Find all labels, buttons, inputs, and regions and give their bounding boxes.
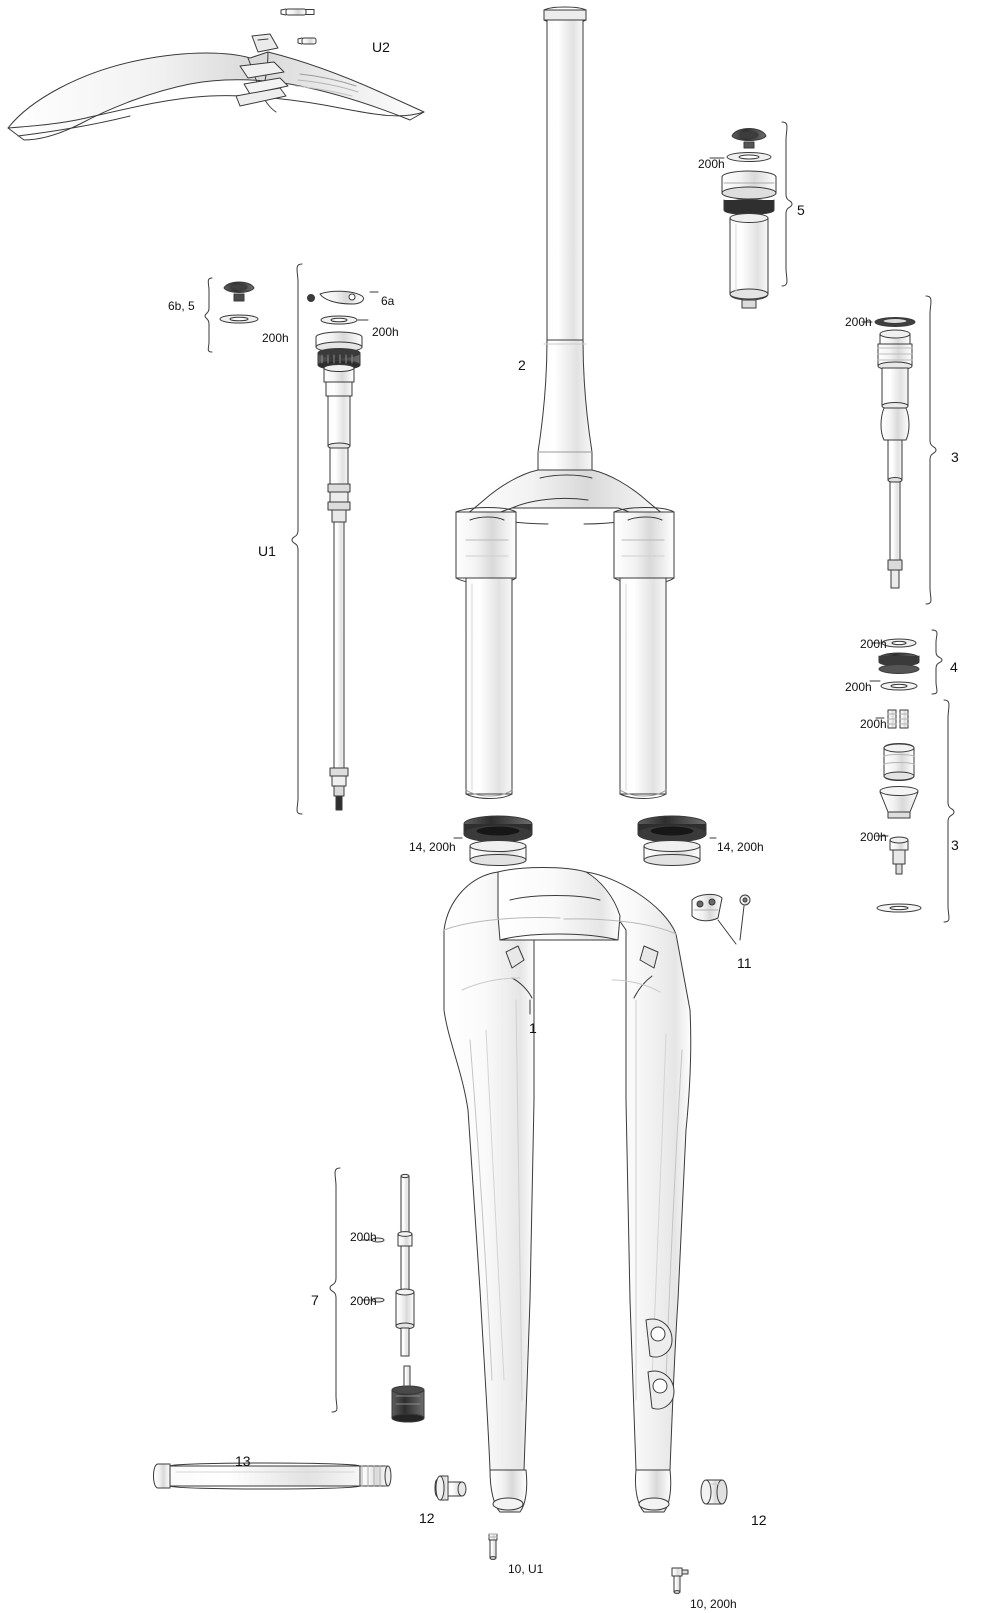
group-12-axle-caps xyxy=(435,1476,727,1504)
part-label-grp-7: 7 xyxy=(311,1292,319,1308)
part-label-fender-5: 200h xyxy=(698,157,725,171)
group-3-damper-upper xyxy=(862,296,936,604)
part-label-grp-11: 11 xyxy=(737,955,752,971)
group-1-lower-legs xyxy=(444,868,691,1513)
part-label-grp-3b2: 200h xyxy=(860,830,887,844)
group-u1-left-assembly xyxy=(205,264,378,814)
part-label-grp-4a: 200h xyxy=(860,637,887,651)
part-label-grp-200h-l: 200h xyxy=(262,331,289,345)
part-label-grp-6b5: 6b, 5 xyxy=(168,299,195,313)
part-label-grp-u1: U1 xyxy=(258,543,276,559)
part-label-grp-3b: 3 xyxy=(951,837,959,853)
group-13-thru-axle xyxy=(154,1463,392,1489)
part-label-grp-5: 5 xyxy=(797,202,805,218)
part-label-seal-l: 14, 200h xyxy=(409,840,456,854)
part-label-u2: U2 xyxy=(372,39,390,55)
part-label-grp-7b: 200h xyxy=(350,1294,377,1308)
part-label-grp-4b: 200h xyxy=(845,680,872,694)
crown-steerer-tube xyxy=(456,7,674,799)
part-label-grp-2: 2 xyxy=(518,357,526,373)
part-label-grp-13: 13 xyxy=(235,1453,251,1469)
part-label-grp-7a: 200h xyxy=(350,1230,377,1244)
part-label-grp-10u1: 10, U1 xyxy=(508,1562,544,1576)
part-label-grp-12l: 12 xyxy=(419,1510,435,1526)
part-label-grp-10h: 10, 200h xyxy=(690,1597,737,1611)
group-14-dust-seals xyxy=(454,816,716,866)
part-label-grp-4: 4 xyxy=(950,659,958,675)
part-label-seal-r: 14, 200h xyxy=(717,840,764,854)
part-label-grp-3top: 200h xyxy=(845,315,872,329)
fender-assembly xyxy=(8,9,424,140)
group-3-damper-lower xyxy=(876,700,954,922)
group-11-cable-guide xyxy=(692,894,750,944)
part-label-grp-12r: 12 xyxy=(751,1512,767,1528)
group-5-air-spring xyxy=(710,122,792,308)
part-label-grp-200h-r: 200h xyxy=(372,325,399,339)
part-label-grp-6a: 6a xyxy=(381,294,395,308)
part-label-grp-3b1: 200h xyxy=(860,717,887,731)
part-label-grp-1: 1 xyxy=(529,1020,537,1036)
part-label-grp-3r: 3 xyxy=(951,449,959,465)
group-7-rod-assembly xyxy=(330,1168,424,1422)
